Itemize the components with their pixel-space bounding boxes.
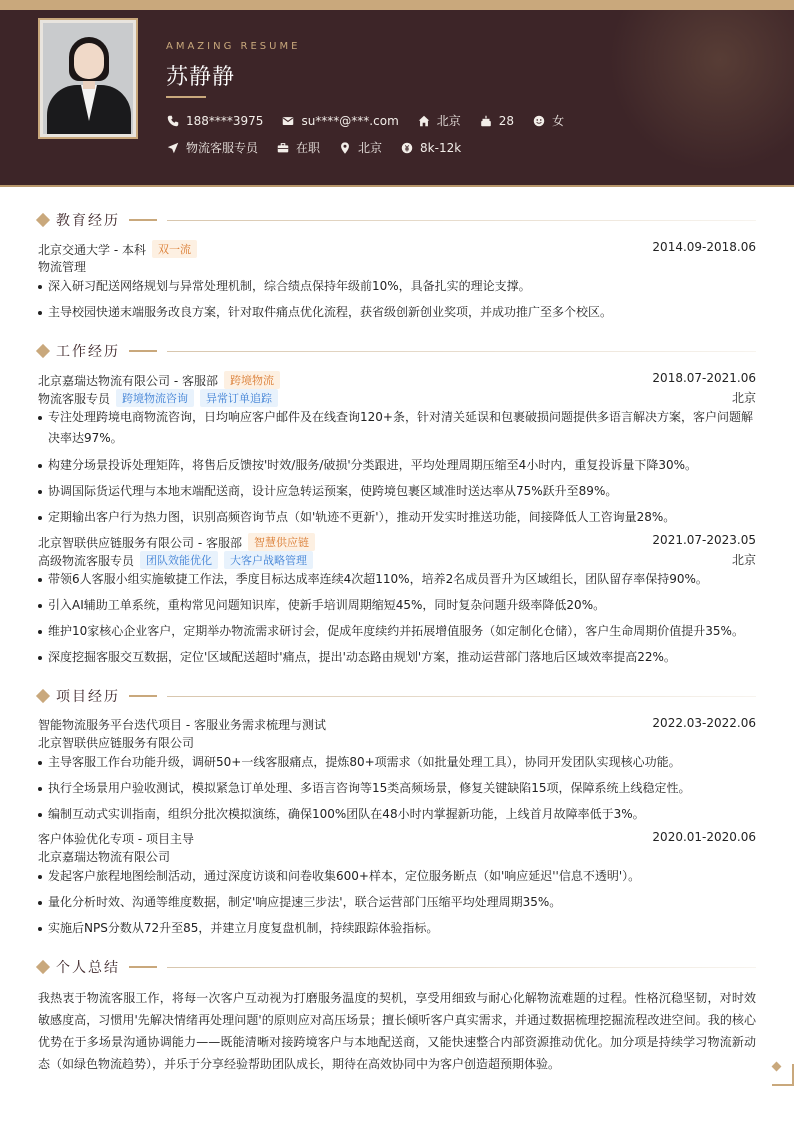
cake-icon bbox=[479, 114, 493, 128]
city-info bbox=[338, 139, 382, 156]
list-item: 量化分析时效、沟通等维度数据，制定'响应提速三步法'，联合运营部门压缩平均处理周期35%。 bbox=[38, 892, 756, 913]
status-text: 在职 bbox=[296, 141, 321, 155]
salary-text: 8k-12k bbox=[420, 140, 462, 155]
status-info bbox=[276, 139, 320, 156]
education-major-row bbox=[38, 258, 756, 276]
smile-icon bbox=[532, 114, 546, 128]
job-location: 北京 bbox=[731, 391, 756, 405]
company-tag: 智慧供应链 bbox=[248, 533, 315, 551]
avatar bbox=[43, 23, 133, 134]
summary-section-heading bbox=[38, 957, 756, 979]
list-item: 主导校园快递末端服务改良方案，针对取件痛点优化流程，获省级创新创业奖项，并成功推广至多个校区。 bbox=[38, 302, 756, 323]
projects-section-heading bbox=[38, 686, 756, 708]
location-pin-icon bbox=[338, 141, 352, 155]
project-name: 客户体验优化专项 - 项目主导 bbox=[38, 832, 194, 846]
diamond-icon bbox=[36, 960, 50, 974]
company-name: 北京智联供应链服务有限公司 - 客服部 bbox=[38, 535, 242, 550]
list-item: 执行全场景用户验收测试，模拟紧急订单处理、多语言咨询等15类高频场景，修复关键缺陷15项，保障系统上线稳定性。 bbox=[38, 778, 756, 799]
phone-text: 188****3975 bbox=[186, 113, 264, 128]
school-tag: 双一流 bbox=[152, 240, 197, 258]
diamond-icon bbox=[36, 213, 50, 227]
job-role-row bbox=[38, 551, 756, 569]
briefcase-icon bbox=[276, 141, 290, 155]
project-company: 北京嘉瑞达物流有限公司 bbox=[38, 850, 171, 864]
role-tag: 大客户战略管理 bbox=[224, 551, 313, 569]
gender-info bbox=[532, 112, 564, 129]
hometown-info bbox=[417, 112, 461, 129]
list-item: 引入AI辅助工单系统，重构常见问题知识库，使新手培训周期缩短45%，同时复杂问题升级率降低20%。 bbox=[38, 595, 756, 616]
company-tag: 跨境物流 bbox=[224, 371, 280, 389]
email-info bbox=[281, 114, 398, 128]
phone-icon bbox=[166, 114, 180, 128]
project-date: 2020.01-2020.06 bbox=[652, 830, 756, 844]
education-date: 2014.09-2018.06 bbox=[652, 240, 756, 254]
diamond-icon bbox=[36, 689, 50, 703]
profile-photo bbox=[38, 18, 138, 139]
position-text: 物流客服专员 bbox=[186, 141, 259, 155]
list-item: 带领6人客服小组实施敏捷工作法，季度目标达成率连续4次超110%，培养2名成员晋升为区域组长，团队留存率保持90%。 bbox=[38, 569, 756, 590]
major: 物流管理 bbox=[38, 260, 87, 274]
role-tag: 团队效能优化 bbox=[140, 551, 218, 569]
phone-info bbox=[166, 114, 263, 128]
job-role-row bbox=[38, 389, 756, 407]
section-title: 工作经历 bbox=[56, 344, 120, 360]
project-entry-header bbox=[38, 830, 756, 848]
list-item: 主导客服工作台功能升级，调研50+一线客服痛点，提炼80+项需求（如批量处理工具），协同开发团队实现核心功能。 bbox=[38, 752, 756, 773]
header-divider bbox=[0, 185, 794, 187]
diamond-icon bbox=[36, 344, 50, 358]
role-tag: 跨境物流咨询 bbox=[116, 389, 194, 407]
age-info bbox=[479, 114, 514, 128]
section-title: 教育经历 bbox=[56, 213, 120, 229]
mail-icon bbox=[281, 114, 295, 128]
list-item: 专注处理跨境电商物流咨询，日均响应客户邮件及在线查询120+条，针对清关延误和包裹破损问题提供多语言解决方案，客户问题解决率达97%。 bbox=[38, 407, 756, 449]
money-icon bbox=[400, 141, 414, 155]
project-company: 北京智联供应链服务有限公司 bbox=[38, 736, 195, 750]
salary-info bbox=[400, 141, 461, 155]
contact-info-row bbox=[166, 112, 582, 129]
position-info bbox=[166, 139, 258, 156]
hometown-text: 北京 bbox=[436, 114, 461, 128]
project-name: 智能物流服务平台迭代项目 - 客服业务需求梳理与测试 bbox=[38, 718, 326, 732]
job-entry-header bbox=[38, 533, 756, 551]
list-item: 编制互动式实训指南，组织分批次模拟演练，确保100%团队在48小时内掌握新功能，上线首月故障率低于3%。 bbox=[38, 804, 756, 825]
age-text: 28 bbox=[498, 113, 515, 128]
list-item: 深入研习配送网络规划与异常处理机制，综合绩点保持年级前10%，具备扎实的理论支撑。 bbox=[38, 276, 756, 297]
top-accent-bar bbox=[0, 0, 794, 10]
job-entry-header bbox=[38, 371, 756, 389]
job-location: 北京 bbox=[731, 553, 756, 567]
project-entry-header bbox=[38, 716, 756, 734]
school-name: 北京交通大学 - 本科 bbox=[38, 242, 146, 257]
job-role: 物流客服专员 bbox=[38, 391, 111, 406]
job-date: 2021.07-2023.05 bbox=[652, 533, 756, 547]
list-item: 深度挖掘客服交互数据，定位'区域配送超时'痛点，提出'动态路由规划'方案，推动运营部门落地后区域效率提高22%。 bbox=[38, 647, 756, 668]
list-item: 协调国际货运代理与本地末端配送商，设计应急转运预案，使跨境包裹区域准时送达率从75%跃升至89%。 bbox=[38, 481, 756, 502]
project-company-row bbox=[38, 848, 756, 866]
home-icon bbox=[417, 114, 431, 128]
send-icon bbox=[166, 141, 180, 155]
list-item: 实施后NPS分数从72升至85，并建立月度复盘机制，持续跟踪体验指标。 bbox=[38, 918, 756, 939]
work-section-heading bbox=[38, 341, 756, 363]
candidate-name: 苏静静 bbox=[166, 65, 236, 90]
city-text: 北京 bbox=[358, 141, 383, 155]
project-date: 2022.03-2022.06 bbox=[652, 716, 756, 730]
header-subtitle: AMAZING RESUME bbox=[166, 41, 301, 52]
email-text: su****@***.com bbox=[301, 113, 399, 128]
list-item: 发起客户旅程地图绘制活动，通过深度访谈和问卷收集600+样本，定位服务断点（如'响应延迟''信息不透明'）。 bbox=[38, 866, 756, 887]
education-section-heading bbox=[38, 210, 756, 232]
role-tag: 异常订单追踪 bbox=[200, 389, 278, 407]
gender-text: 女 bbox=[552, 114, 565, 128]
education-entry-header bbox=[38, 240, 756, 258]
section-title: 个人总结 bbox=[56, 960, 120, 976]
name-underline bbox=[166, 96, 206, 98]
company-name: 北京嘉瑞达物流有限公司 - 客服部 bbox=[38, 373, 218, 388]
job-date: 2018.07-2021.06 bbox=[652, 371, 756, 385]
summary-text: 我热衷于物流客服工作，将每一次客户互动视为打磨服务温度的契机，享受用细致与耐心化解物流难题的过程。性格沉稳坚韧，对时效敏感度高，习惯用'先解决情绪再处理问题'的原则应对高压场景；擅长倾听客户真实需求，并通过数据梳理挖掘流程改进空间。我的核心优势在于多场景沟通协调能力——既能清晰对接跨境客户与本地配送商，又能快速整合内部资源推动优化。加分项是持续学习物流新动态（如绿色物流趋势），并乐于分享经验帮助团队成长，期待在高效协同中为客户创造超预期体验。 bbox=[38, 991, 756, 1071]
job-role: 高级物流客服专员 bbox=[38, 553, 135, 568]
project-company-row bbox=[38, 734, 756, 752]
list-item: 定期输出客户行为热力图，识别高频咨询节点（如'轨迹不更新'），推动开发实时推送功能，间接降低人工咨询量28%。 bbox=[38, 507, 756, 528]
section-title: 项目经历 bbox=[56, 689, 120, 705]
job-info-row bbox=[166, 139, 479, 156]
list-item: 构建分场景投诉处理矩阵，将售后反馈按'时效/服务/破损'分类跟进，平均处理周期压缩至4小时内，重复投诉量下降30%。 bbox=[38, 455, 756, 476]
list-item: 维护10家核心企业客户，定期举办物流需求研讨会，促成年度续约并拓展增值服务（如定制化仓储），客户生命周期价值提升35%。 bbox=[38, 621, 756, 642]
